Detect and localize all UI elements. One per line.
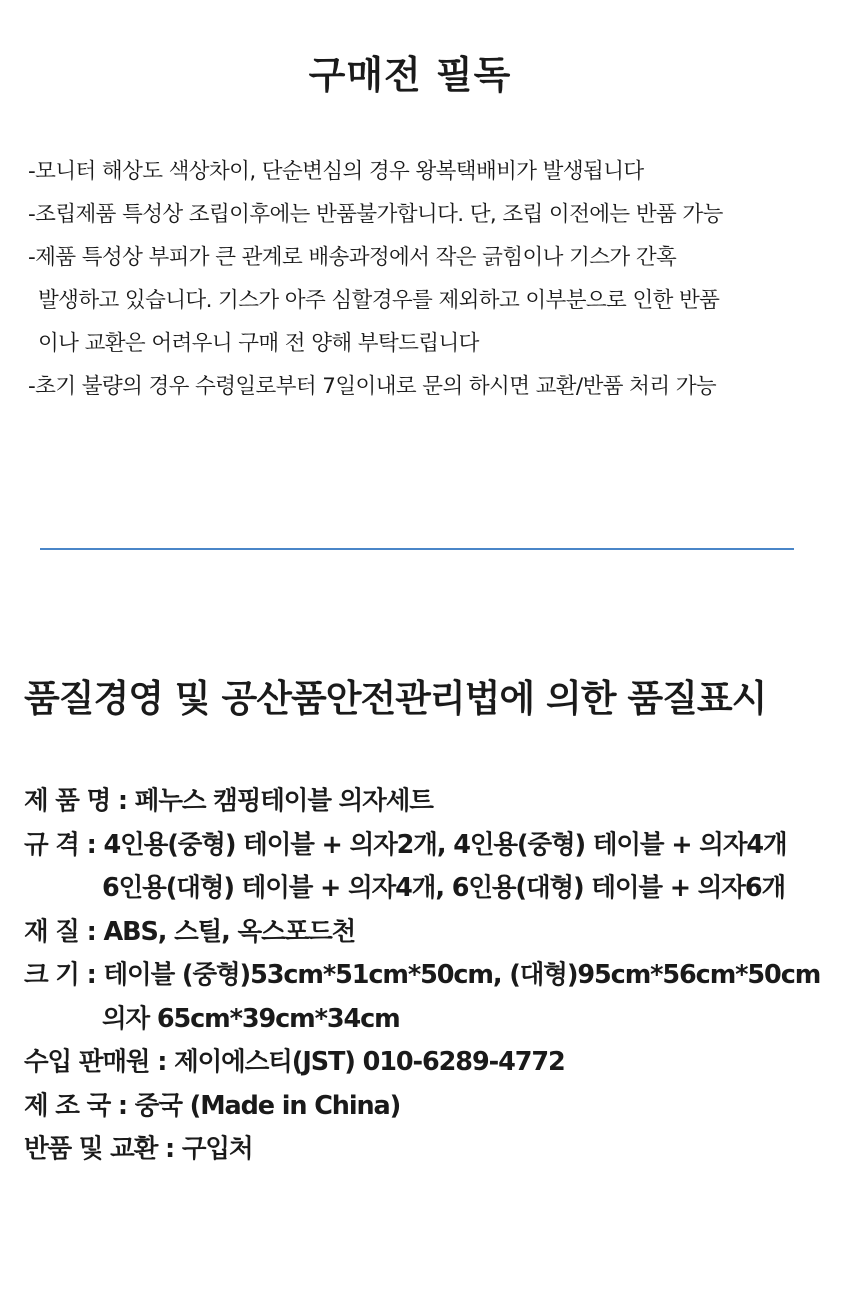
- spec-list: [24, 780, 844, 1172]
- spec-row-material: [24, 911, 844, 955]
- spec-row-returns: [24, 1128, 844, 1172]
- section-divider: [40, 548, 794, 550]
- quality-title: 품질경영 및 공산품안전관리법에 의한 품질표시: [24, 677, 767, 720]
- spec-label: 재 질 :: [24, 916, 96, 947]
- spec-row-size-standard-cont: [24, 867, 844, 911]
- spec-value: 테이블 (중형)53cm*51cm*50cm, (대형)95cm*56cm*50cm: [95, 960, 821, 990]
- spec-label: 규 격 :: [24, 829, 96, 860]
- spec-value: 제이에스티(JST) 010-6289-4772: [166, 1047, 565, 1077]
- notice-line: -조립제품 특성상 조립이후에는 반품불가합니다. 단, 조립 이전에는 반품 가능: [28, 202, 723, 227]
- spec-value: ABS, 스틸, 옥스포드천: [95, 916, 356, 947]
- spec-label: 제 품 명 :: [24, 786, 128, 816]
- spec-label: 수입 판매원 :: [24, 1047, 167, 1077]
- notice-title: 구매전 필독: [308, 53, 512, 97]
- notice-line: 발생하고 있습니다. 기스가 아주 심할경우를 제외하고 이부분으로 인한 반품: [38, 288, 720, 313]
- spec-value: 페누스 캠핑테이블 의자세트: [127, 786, 433, 816]
- spec-label: 크 기 :: [24, 960, 96, 990]
- spec-label: 제 조 국 :: [24, 1090, 128, 1121]
- spec-value: 구입처: [174, 1134, 253, 1164]
- spec-label: 반품 및 교환 :: [24, 1134, 175, 1164]
- spec-row-origin: [24, 1085, 844, 1129]
- spec-value: 4인용(중형) 테이블 + 의자2개, 4인용(중형) 테이블 + 의자4개: [95, 829, 787, 860]
- spec-row-size-standard: [24, 824, 844, 868]
- notice-line: 이나 교환은 어려우니 구매 전 양해 부탁드립니다: [38, 331, 479, 356]
- spec-value: 중국 (Made in China): [127, 1090, 401, 1121]
- notice-line: -초기 불량의 경우 수령일로부터 7일이내로 문의 하시면 교환/반품 처리 가능: [28, 374, 717, 399]
- spec-row-dimensions-cont: [24, 998, 844, 1042]
- spec-row-dimensions: [24, 954, 844, 998]
- spec-row-product-name: [24, 780, 844, 824]
- spec-row-importer: [24, 1041, 844, 1085]
- spec-value: 의자 65cm*39cm*34cm: [102, 1003, 400, 1034]
- spec-value: 6인용(대형) 테이블 + 의자4개, 6인용(대형) 테이블 + 의자6개: [102, 873, 786, 903]
- notice-list: [28, 150, 838, 408]
- notice-line: -제품 특성상 부피가 큰 관계로 배송과정에서 작은 긁힘이나 기스가 간혹: [28, 245, 677, 270]
- notice-line: -모니터 해상도 색상차이, 단순변심의 경우 왕복택배비가 발생됩니다: [28, 159, 644, 184]
